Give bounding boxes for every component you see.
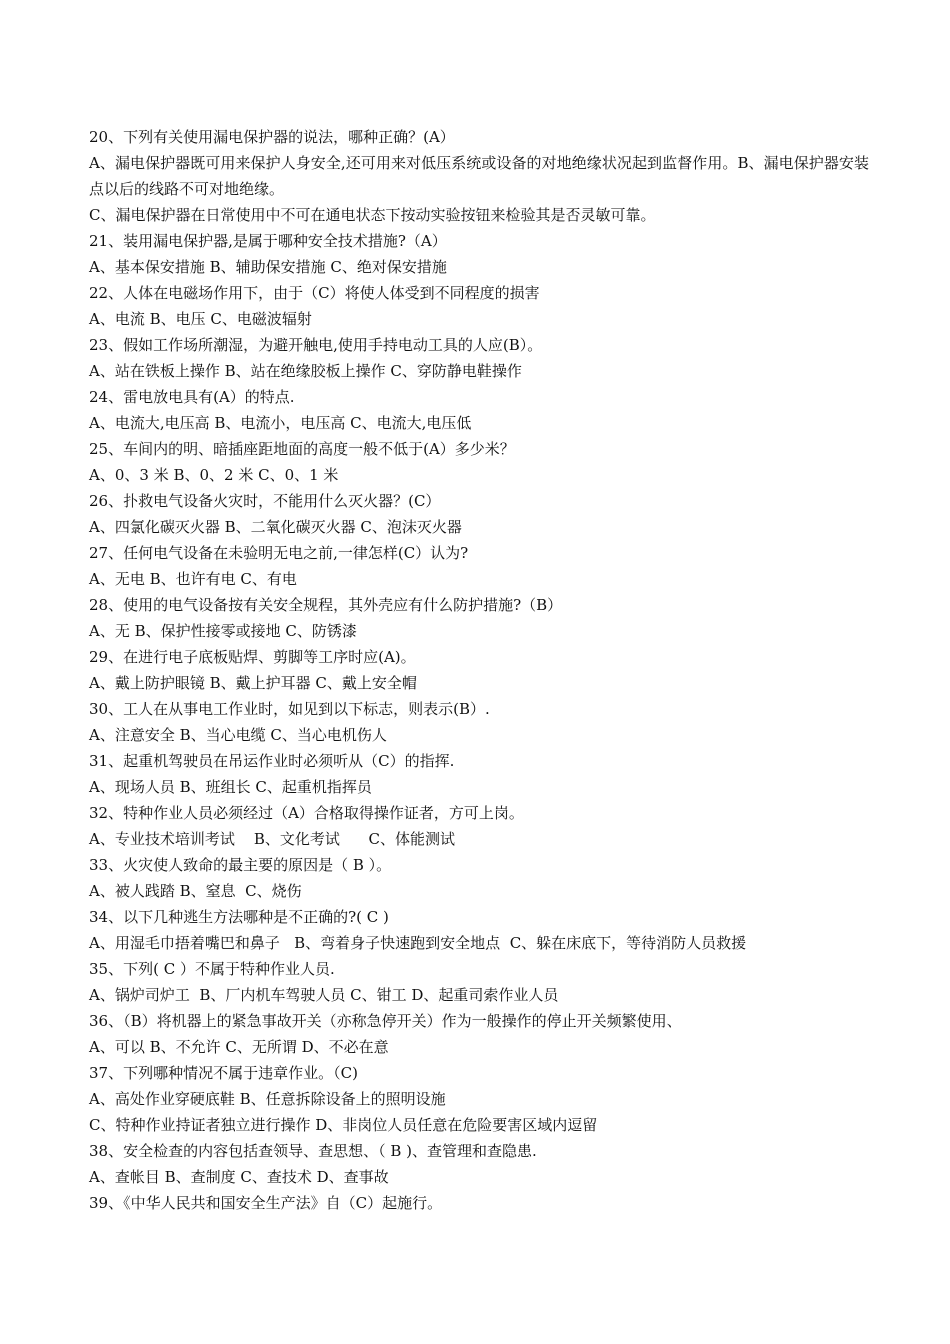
question-line: 22、人体在电磁场作用下，由于（C）将使人体受到不同程度的损害 (89, 284, 540, 302)
question-line: 27、任何电气设备在未验明无电之前,一律怎样(C）认为? (89, 544, 469, 562)
question-line: 29、在进行电子底板贴焊、剪脚等工序时应(A)。 (89, 648, 416, 666)
question-line: 38、安全检查的内容包括查领导、查思想、（ B )、查管理和查隐患. (89, 1142, 537, 1160)
question-line: 25、车间内的明、暗插座距地面的高度一般不低于(A）多少米？ (89, 440, 515, 458)
answer-line: A、戴上防护眼镜 B、戴上护耳器 C、戴上安全帽 (89, 674, 417, 692)
question-line: 34、以下几种逃生方法哪种是不正确的?( C ) (89, 908, 389, 926)
question-line: 30、工人在从事电工作业时，如见到以下标志，则表示(B）. (89, 700, 490, 718)
answer-line: C、漏电保护器在日常使用中不可在通电状态下按动实验按钮来检验其是否灵敏可靠。 (89, 206, 656, 224)
question-line: 37、下列哪种情况不属于违章作业。（C) (89, 1064, 358, 1082)
answer-line: A、用湿毛巾捂着嘴巴和鼻子 B、弯着身子快速跑到安全地点 C、躲在床底下，等待消防人员救援 (89, 934, 747, 952)
question-line: 35、下列( C ）不属于特种作业人员. (89, 960, 335, 978)
question-line: 20、下列有关使用漏电保护器的说法，哪种正确？(A） (89, 128, 455, 146)
question-line: 28、使用的电气设备按有关安全规程，其外壳应有什么防护措施?（B） (89, 596, 563, 614)
question-line: 26、扑救电气设备火灾时，不能用什么灭火器？(C） (89, 492, 441, 510)
answer-line: A、注意安全 B、当心电缆 C、当心电机伤人 (89, 726, 387, 744)
answer-line: A、基本保安措施 B、辅助保安措施 C、绝对保安措施 (89, 258, 447, 276)
answer-line: A、无电 B、也许有电 C、有电 (89, 570, 297, 588)
answer-line: A、专业技术培训考试 B、文化考试 C、体能测试 (89, 830, 456, 848)
question-line: 36、（B）将机器上的紧急事故开关（亦称急停开关）作为一般操作的停止开关频繁使用、 (89, 1012, 682, 1030)
answer-line: A、被人践踏 B、窒息 C、烧伤 (89, 882, 302, 900)
document-page (89, 124, 869, 1216)
answer-line: A、现场人员 B、班组长 C、起重机指挥员 (89, 778, 372, 796)
answer-line: A、无 B、保护性接零或接地 C、防锈漆 (89, 622, 357, 640)
question-line: 21、装用漏电保护器,是属于哪种安全技术措施?（A） (89, 232, 447, 250)
answer-line: A、查帐目 B、查制度 C、查技术 D、查事故 (89, 1168, 389, 1186)
answer-line: C、特种作业持证者独立进行操作 D、非岗位人员任意在危险要害区域内逗留 (89, 1116, 598, 1134)
question-line: 32、特种作业人员必须经过（A）合格取得操作证者，方可上岗。 (89, 804, 524, 822)
question-line: 24、雷电放电具有(A）的特点. (89, 388, 295, 406)
answer-line: A、四氯化碳灭火器 B、二氧化碳灭火器 C、泡沫灭火器 (89, 518, 462, 536)
answer-line: A、0、3 米 B、0、2 米 C、0、1 米 (89, 466, 339, 484)
answer-line: A、可以 B、不允许 C、无所谓 D、不必在意 (89, 1038, 389, 1056)
answer-line: A、高处作业穿硬底鞋 B、任意拆除设备上的照明设施 (89, 1090, 446, 1108)
answer-line: A、漏电保护器既可用来保护人身安全,还可用来对低压系统或设备的对地绝缘状况起到监督作用。B、漏电保护器安装点以后的线路不可对地绝缘。 (89, 154, 869, 198)
question-line: 31、起重机驾驶员在吊运作业时必须听从（C）的指挥. (89, 752, 455, 770)
answer-line: A、电流大,电压高 B、电流小，电压高 C、电流大,电压低 (89, 414, 472, 432)
answer-line: A、站在铁板上操作 B、站在绝缘胶板上操作 C、穿防静电鞋操作 (89, 362, 522, 380)
answer-line: A、锅炉司炉工 B、厂内机车驾驶人员 C、钳工 D、起重司索作业人员 (89, 986, 559, 1004)
answer-line: A、电流 B、电压 C、电磁波辐射 (89, 310, 312, 328)
question-line: 39、《中华人民共和国安全生产法》自（C）起施行。 (89, 1194, 443, 1212)
question-line: 33、火灾使人致命的最主要的原因是（ B ）。 (89, 856, 392, 874)
question-line: 23、假如工作场所潮湿，为避开触电,使用手持电动工具的人应(B）。 (89, 336, 543, 354)
